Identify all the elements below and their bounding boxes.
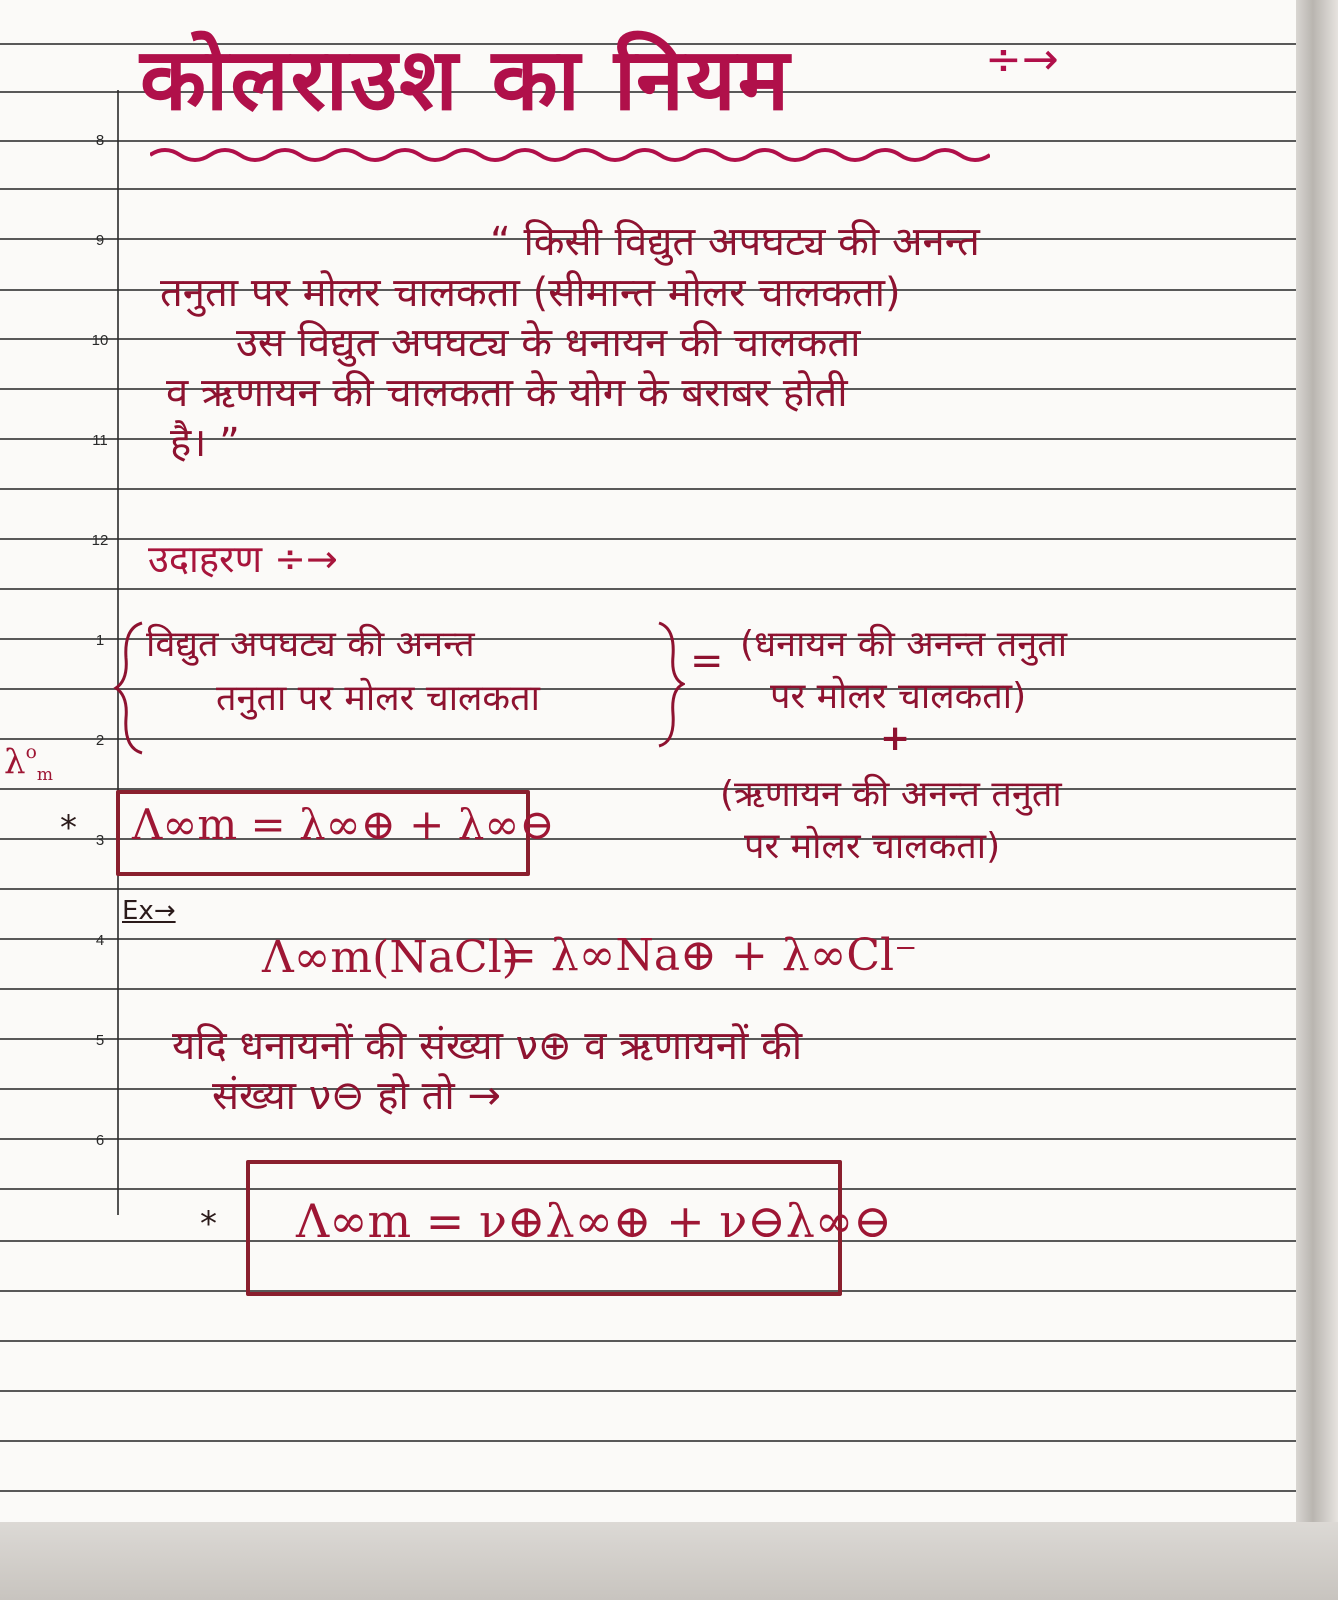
relation-right-1-line-2: पर मोलर चालकता) (770, 676, 1027, 717)
line-number: 10 (91, 332, 109, 349)
formula-nacl-lhs: Λ∞m(NaCl) (262, 932, 519, 983)
definition-line-5: है। ” (170, 420, 240, 466)
ruled-line (0, 988, 1300, 990)
relation-left-line-1: विद्युत अपघट्य की अनन्त (146, 624, 475, 665)
ruled-line (0, 188, 1300, 190)
margin-lambda-base: λ (4, 742, 26, 782)
condition-line-1: यदि धनायनों की संख्या ν⊕ व ऋणायनों की (172, 1023, 803, 1069)
margin-lambda-sup: o (25, 742, 37, 764)
relation-plus: + (880, 718, 911, 759)
example-heading: उदाहरण ÷→ (148, 537, 338, 581)
right-brace-icon (655, 618, 685, 748)
example-label: Ex→ (122, 896, 176, 926)
margin-lambda-symbol (4, 742, 53, 785)
formula-nacl-rhs: = λ∞Na⊕ + λ∞Cl⁻ (500, 930, 918, 981)
relation-right-2-line-2: पर मोलर चालकता) (744, 826, 1001, 867)
condition-line-2: संख्या ν⊖ हो तो → (212, 1073, 501, 1119)
line-number: 8 (95, 132, 105, 149)
line-number: 9 (95, 232, 105, 249)
definition-line-4: व ऋणायन की चालकता के योग के बराबर होती (166, 370, 848, 416)
ruled-line (0, 738, 1300, 740)
star-mark: * (60, 808, 77, 848)
title-underline-squiggle (150, 140, 990, 170)
ruled-line (0, 1390, 1300, 1392)
definition-line-2: तनुता पर मोलर चालकता (सीमान्त मोलर चालकता) (160, 270, 901, 316)
ruled-line (0, 1138, 1300, 1140)
margin-lambda-sub: m (36, 764, 53, 785)
line-number: 2 (95, 732, 105, 749)
star-mark: * (200, 1204, 217, 1244)
relation-equals: = (690, 638, 724, 684)
relation-left-line-2: तनुता पर मोलर चालकता (216, 678, 540, 719)
formula-1: Λ∞m = λ∞⊕ + λ∞⊖ (132, 800, 555, 849)
line-number: 1 (95, 632, 105, 649)
ruled-line (0, 1088, 1300, 1090)
title-arrow: ÷→ (985, 34, 1059, 85)
ruled-line (0, 488, 1300, 490)
line-number: 11 (92, 432, 108, 449)
relation-right-2-line-1: (ऋणायन की अनन्त तनुता (720, 774, 1062, 815)
relation-right-1-line-1: (धनायन की अनन्त तनुता (740, 624, 1068, 665)
definition-line-1: “ किसी विद्युत अपघट्य की अनन्त (490, 219, 980, 265)
formula-2: Λ∞m = ν⊕λ∞⊕ + ν⊖λ∞⊖ (296, 1194, 892, 1248)
line-number: 5 (95, 1032, 105, 1049)
line-number: 4 (95, 932, 105, 949)
page-bottom-edge (0, 1522, 1338, 1600)
line-number: 3 (95, 832, 105, 849)
definition-line-3: उस विद्युत अपघट्य के धनायन की चालकता (236, 320, 861, 366)
ruled-line (0, 1490, 1300, 1492)
line-number: 12 (91, 532, 109, 549)
ruled-line (0, 588, 1300, 590)
line-number: 6 (95, 1132, 105, 1149)
page-title: कोलराउश का नियम (140, 30, 792, 130)
ruled-line (0, 688, 1300, 690)
ruled-line (0, 1440, 1300, 1442)
ruled-line (0, 888, 1300, 890)
page-edge (1296, 0, 1338, 1600)
ruled-line (0, 1340, 1300, 1342)
